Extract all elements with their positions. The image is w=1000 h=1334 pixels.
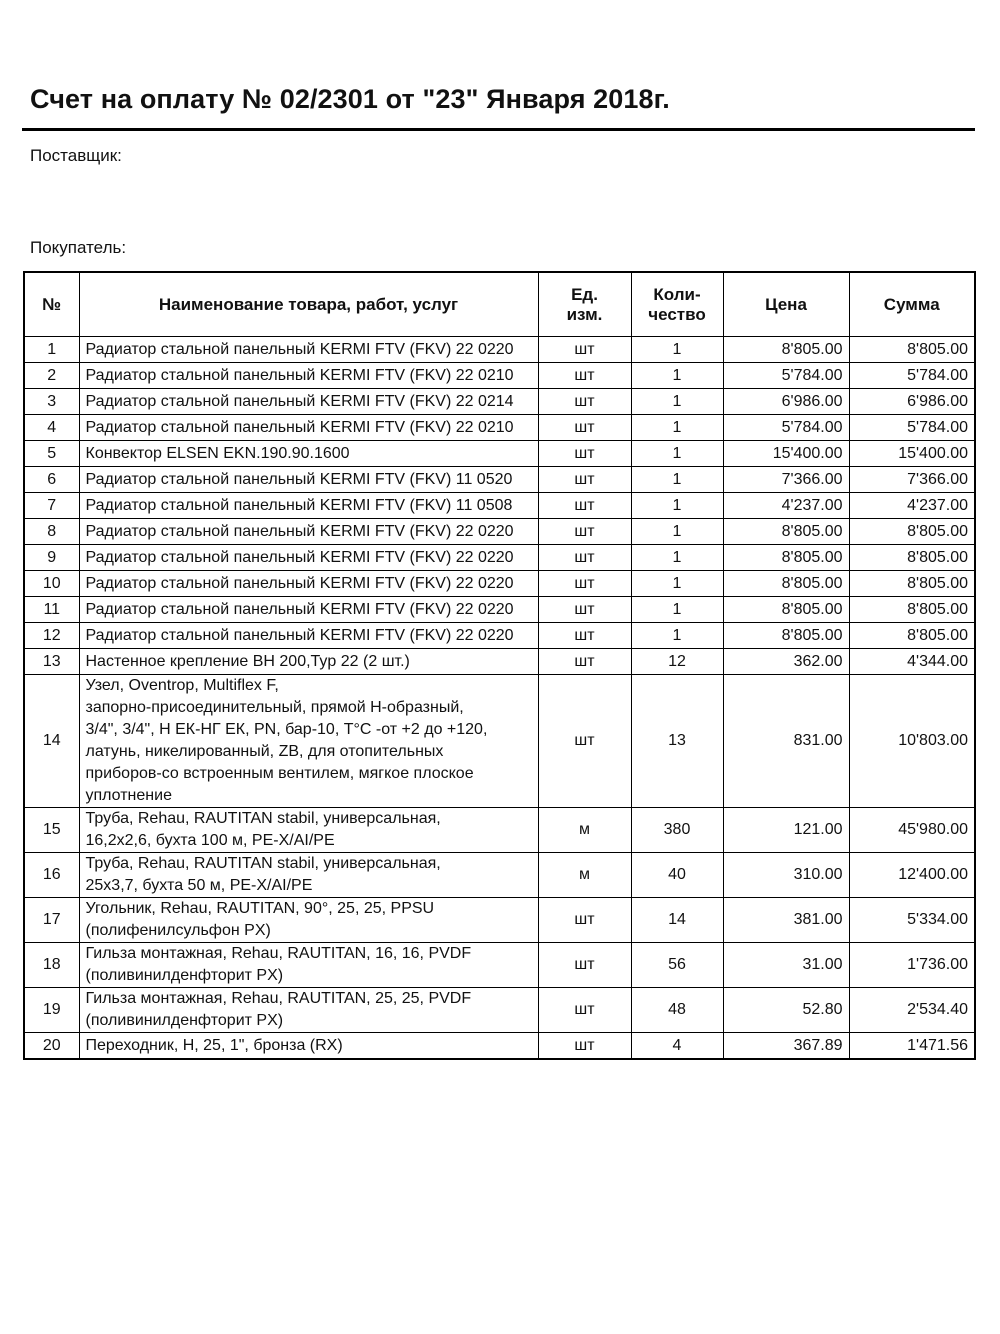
price: 6'986.00	[723, 389, 849, 415]
sum: 8'805.00	[849, 519, 975, 545]
header-unit-line2: изм.	[566, 304, 603, 324]
unit: шт	[538, 571, 631, 597]
table-row	[24, 363, 975, 389]
sum: 1'736.00	[849, 943, 975, 988]
table-row	[24, 441, 975, 467]
header-unit	[538, 272, 631, 337]
item-name: Радиатор стальной панельный KERMI FTV (FKV) 22 0220	[79, 519, 538, 545]
unit: шт	[538, 467, 631, 493]
sum: 2'534.40	[849, 988, 975, 1033]
item-name: Радиатор стальной панельный KERMI FTV (FKV) 22 0220	[79, 337, 538, 363]
quantity: 40	[631, 853, 723, 898]
table-row	[24, 337, 975, 363]
row-number: 13	[24, 649, 79, 675]
table-row	[24, 898, 975, 943]
quantity: 1	[631, 415, 723, 441]
header-quantity	[631, 272, 723, 337]
price: 8'805.00	[723, 545, 849, 571]
item-name: Труба, Rehau, RAUTITAN stabil, универсальная, 25x3,7, бухта 50 м, PE-X/AI/PE	[79, 853, 538, 898]
unit: шт	[538, 337, 631, 363]
invoice-table	[23, 271, 976, 1060]
row-number: 18	[24, 943, 79, 988]
sum: 4'344.00	[849, 649, 975, 675]
item-name: Угольник, Rehau, RAUTITAN, 90°, 25, 25, PPSU (полифенилсульфон PX)	[79, 898, 538, 943]
item-name: Радиатор стальной панельный KERMI FTV (FKV) 22 0210	[79, 415, 538, 441]
item-name: Радиатор стальной панельный KERMI FTV (FKV) 22 0220	[79, 597, 538, 623]
row-number: 4	[24, 415, 79, 441]
header-qty-line2: чество	[648, 304, 706, 324]
table-row	[24, 415, 975, 441]
row-number: 3	[24, 389, 79, 415]
buyer-label: Покупатель:	[30, 238, 127, 257]
table-row	[24, 623, 975, 649]
table-row	[24, 649, 975, 675]
table-header-row	[24, 272, 975, 337]
sum: 45'980.00	[849, 808, 975, 853]
table-row	[24, 1033, 975, 1060]
sum: 5'784.00	[849, 363, 975, 389]
row-number: 10	[24, 571, 79, 597]
unit: шт	[538, 898, 631, 943]
item-name: Гильза монтажная, Rehau, RAUTITAN, 16, 16, PVDF (поливинилденфторит PX)	[79, 943, 538, 988]
quantity: 1	[631, 441, 723, 467]
quantity: 1	[631, 597, 723, 623]
unit: шт	[538, 415, 631, 441]
sum: 15'400.00	[849, 441, 975, 467]
invoice-title: Счет на оплату № 02/2301 от "23" Января 2018г.	[30, 84, 670, 114]
quantity: 1	[631, 519, 723, 545]
unit: шт	[538, 389, 631, 415]
sum: 12'400.00	[849, 853, 975, 898]
item-name: Настенное крепление BH 200,Typ 22 (2 шт.)	[79, 649, 538, 675]
unit: шт	[538, 545, 631, 571]
row-number: 14	[24, 675, 79, 808]
sum: 8'805.00	[849, 571, 975, 597]
sum: 8'805.00	[849, 337, 975, 363]
quantity: 1	[631, 389, 723, 415]
row-number: 6	[24, 467, 79, 493]
unit: шт	[538, 363, 631, 389]
quantity: 1	[631, 493, 723, 519]
item-name: Конвектор ELSEN EKN.190.90.1600	[79, 441, 538, 467]
price: 5'784.00	[723, 363, 849, 389]
price: 381.00	[723, 898, 849, 943]
item-name: Переходник, Н, 25, 1", бронза (RX)	[79, 1033, 538, 1060]
row-number: 20	[24, 1033, 79, 1060]
price: 362.00	[723, 649, 849, 675]
sum: 8'805.00	[849, 545, 975, 571]
header-unit-line1: Ед.	[571, 284, 598, 304]
header-sum: Сумма	[849, 272, 975, 337]
quantity: 12	[631, 649, 723, 675]
price: 15'400.00	[723, 441, 849, 467]
row-number: 16	[24, 853, 79, 898]
unit: шт	[538, 649, 631, 675]
quantity: 1	[631, 337, 723, 363]
table-row	[24, 988, 975, 1033]
quantity: 1	[631, 467, 723, 493]
header-price: Цена	[723, 272, 849, 337]
quantity: 13	[631, 675, 723, 808]
price: 7'366.00	[723, 467, 849, 493]
quantity: 380	[631, 808, 723, 853]
unit: м	[538, 808, 631, 853]
unit: шт	[538, 1033, 631, 1060]
header-name: Наименование товара, работ, услуг	[79, 272, 538, 337]
sum: 1'471.56	[849, 1033, 975, 1060]
price: 5'784.00	[723, 415, 849, 441]
row-number: 7	[24, 493, 79, 519]
item-name: Радиатор стальной панельный KERMI FTV (FKV) 22 0220	[79, 623, 538, 649]
price: 310.00	[723, 853, 849, 898]
item-name: Радиатор стальной панельный KERMI FTV (FKV) 11 0508	[79, 493, 538, 519]
unit: шт	[538, 519, 631, 545]
quantity: 1	[631, 363, 723, 389]
table-row	[24, 675, 975, 808]
table-row	[24, 467, 975, 493]
sum: 8'805.00	[849, 597, 975, 623]
row-number: 9	[24, 545, 79, 571]
unit: шт	[538, 441, 631, 467]
row-number: 12	[24, 623, 79, 649]
quantity: 1	[631, 623, 723, 649]
table-row	[24, 597, 975, 623]
row-number: 1	[24, 337, 79, 363]
row-number: 19	[24, 988, 79, 1033]
sum: 5'334.00	[849, 898, 975, 943]
quantity: 48	[631, 988, 723, 1033]
unit: шт	[538, 597, 631, 623]
table-row	[24, 389, 975, 415]
sum: 4'237.00	[849, 493, 975, 519]
unit: шт	[538, 988, 631, 1033]
price: 31.00	[723, 943, 849, 988]
header-number: №	[24, 272, 79, 337]
item-name: Радиатор стальной панельный KERMI FTV (FKV) 22 0220	[79, 545, 538, 571]
price: 8'805.00	[723, 519, 849, 545]
item-name: Узел, Oventrop, Multiflex F, запорно-присоединительный, прямой Н-образный, 3/4", 3/4", Н ЕК-НГ ЕК, PN, бар-10, Т°С -от +2 до +120, латунь, никелированный, ZB, для отопительных приборов-со встроенным вентилем, мягкое плоское уплотнение	[79, 675, 538, 808]
unit: м	[538, 853, 631, 898]
price: 367.89	[723, 1033, 849, 1060]
price: 52.80	[723, 988, 849, 1033]
unit: шт	[538, 943, 631, 988]
table-row	[24, 545, 975, 571]
sum: 10'803.00	[849, 675, 975, 808]
unit: шт	[538, 623, 631, 649]
table-row	[24, 571, 975, 597]
table-row	[24, 808, 975, 853]
item-name: Радиатор стальной панельный KERMI FTV (FKV) 22 0214	[79, 389, 538, 415]
row-number: 11	[24, 597, 79, 623]
quantity: 14	[631, 898, 723, 943]
unit: шт	[538, 493, 631, 519]
price: 4'237.00	[723, 493, 849, 519]
sum: 5'784.00	[849, 415, 975, 441]
price: 831.00	[723, 675, 849, 808]
supplier-label: Поставщик:	[30, 146, 122, 165]
sum: 6'986.00	[849, 389, 975, 415]
table-row	[24, 943, 975, 988]
row-number: 15	[24, 808, 79, 853]
item-name: Труба, Rehau, RAUTITAN stabil, универсальная, 16,2x2,6, бухта 100 м, PE-X/AI/PE	[79, 808, 538, 853]
unit: шт	[538, 675, 631, 808]
sum: 8'805.00	[849, 623, 975, 649]
row-number: 17	[24, 898, 79, 943]
quantity: 56	[631, 943, 723, 988]
price: 8'805.00	[723, 597, 849, 623]
row-number: 8	[24, 519, 79, 545]
table-row	[24, 853, 975, 898]
row-number: 5	[24, 441, 79, 467]
sum: 7'366.00	[849, 467, 975, 493]
price: 8'805.00	[723, 337, 849, 363]
price: 121.00	[723, 808, 849, 853]
quantity: 1	[631, 545, 723, 571]
row-number: 2	[24, 363, 79, 389]
title-divider	[22, 128, 975, 131]
item-name: Радиатор стальной панельный KERMI FTV (FKV) 22 0210	[79, 363, 538, 389]
item-name: Радиатор стальной панельный KERMI FTV (FKV) 11 0520	[79, 467, 538, 493]
quantity: 1	[631, 571, 723, 597]
item-name: Гильза монтажная, Rehau, RAUTITAN, 25, 25, PVDF (поливинилденфторит PX)	[79, 988, 538, 1033]
table-row	[24, 493, 975, 519]
item-name: Радиатор стальной панельный KERMI FTV (FKV) 22 0220	[79, 571, 538, 597]
price: 8'805.00	[723, 623, 849, 649]
header-qty-line1: Коли-	[653, 284, 701, 304]
quantity: 4	[631, 1033, 723, 1060]
table-row	[24, 519, 975, 545]
price: 8'805.00	[723, 571, 849, 597]
